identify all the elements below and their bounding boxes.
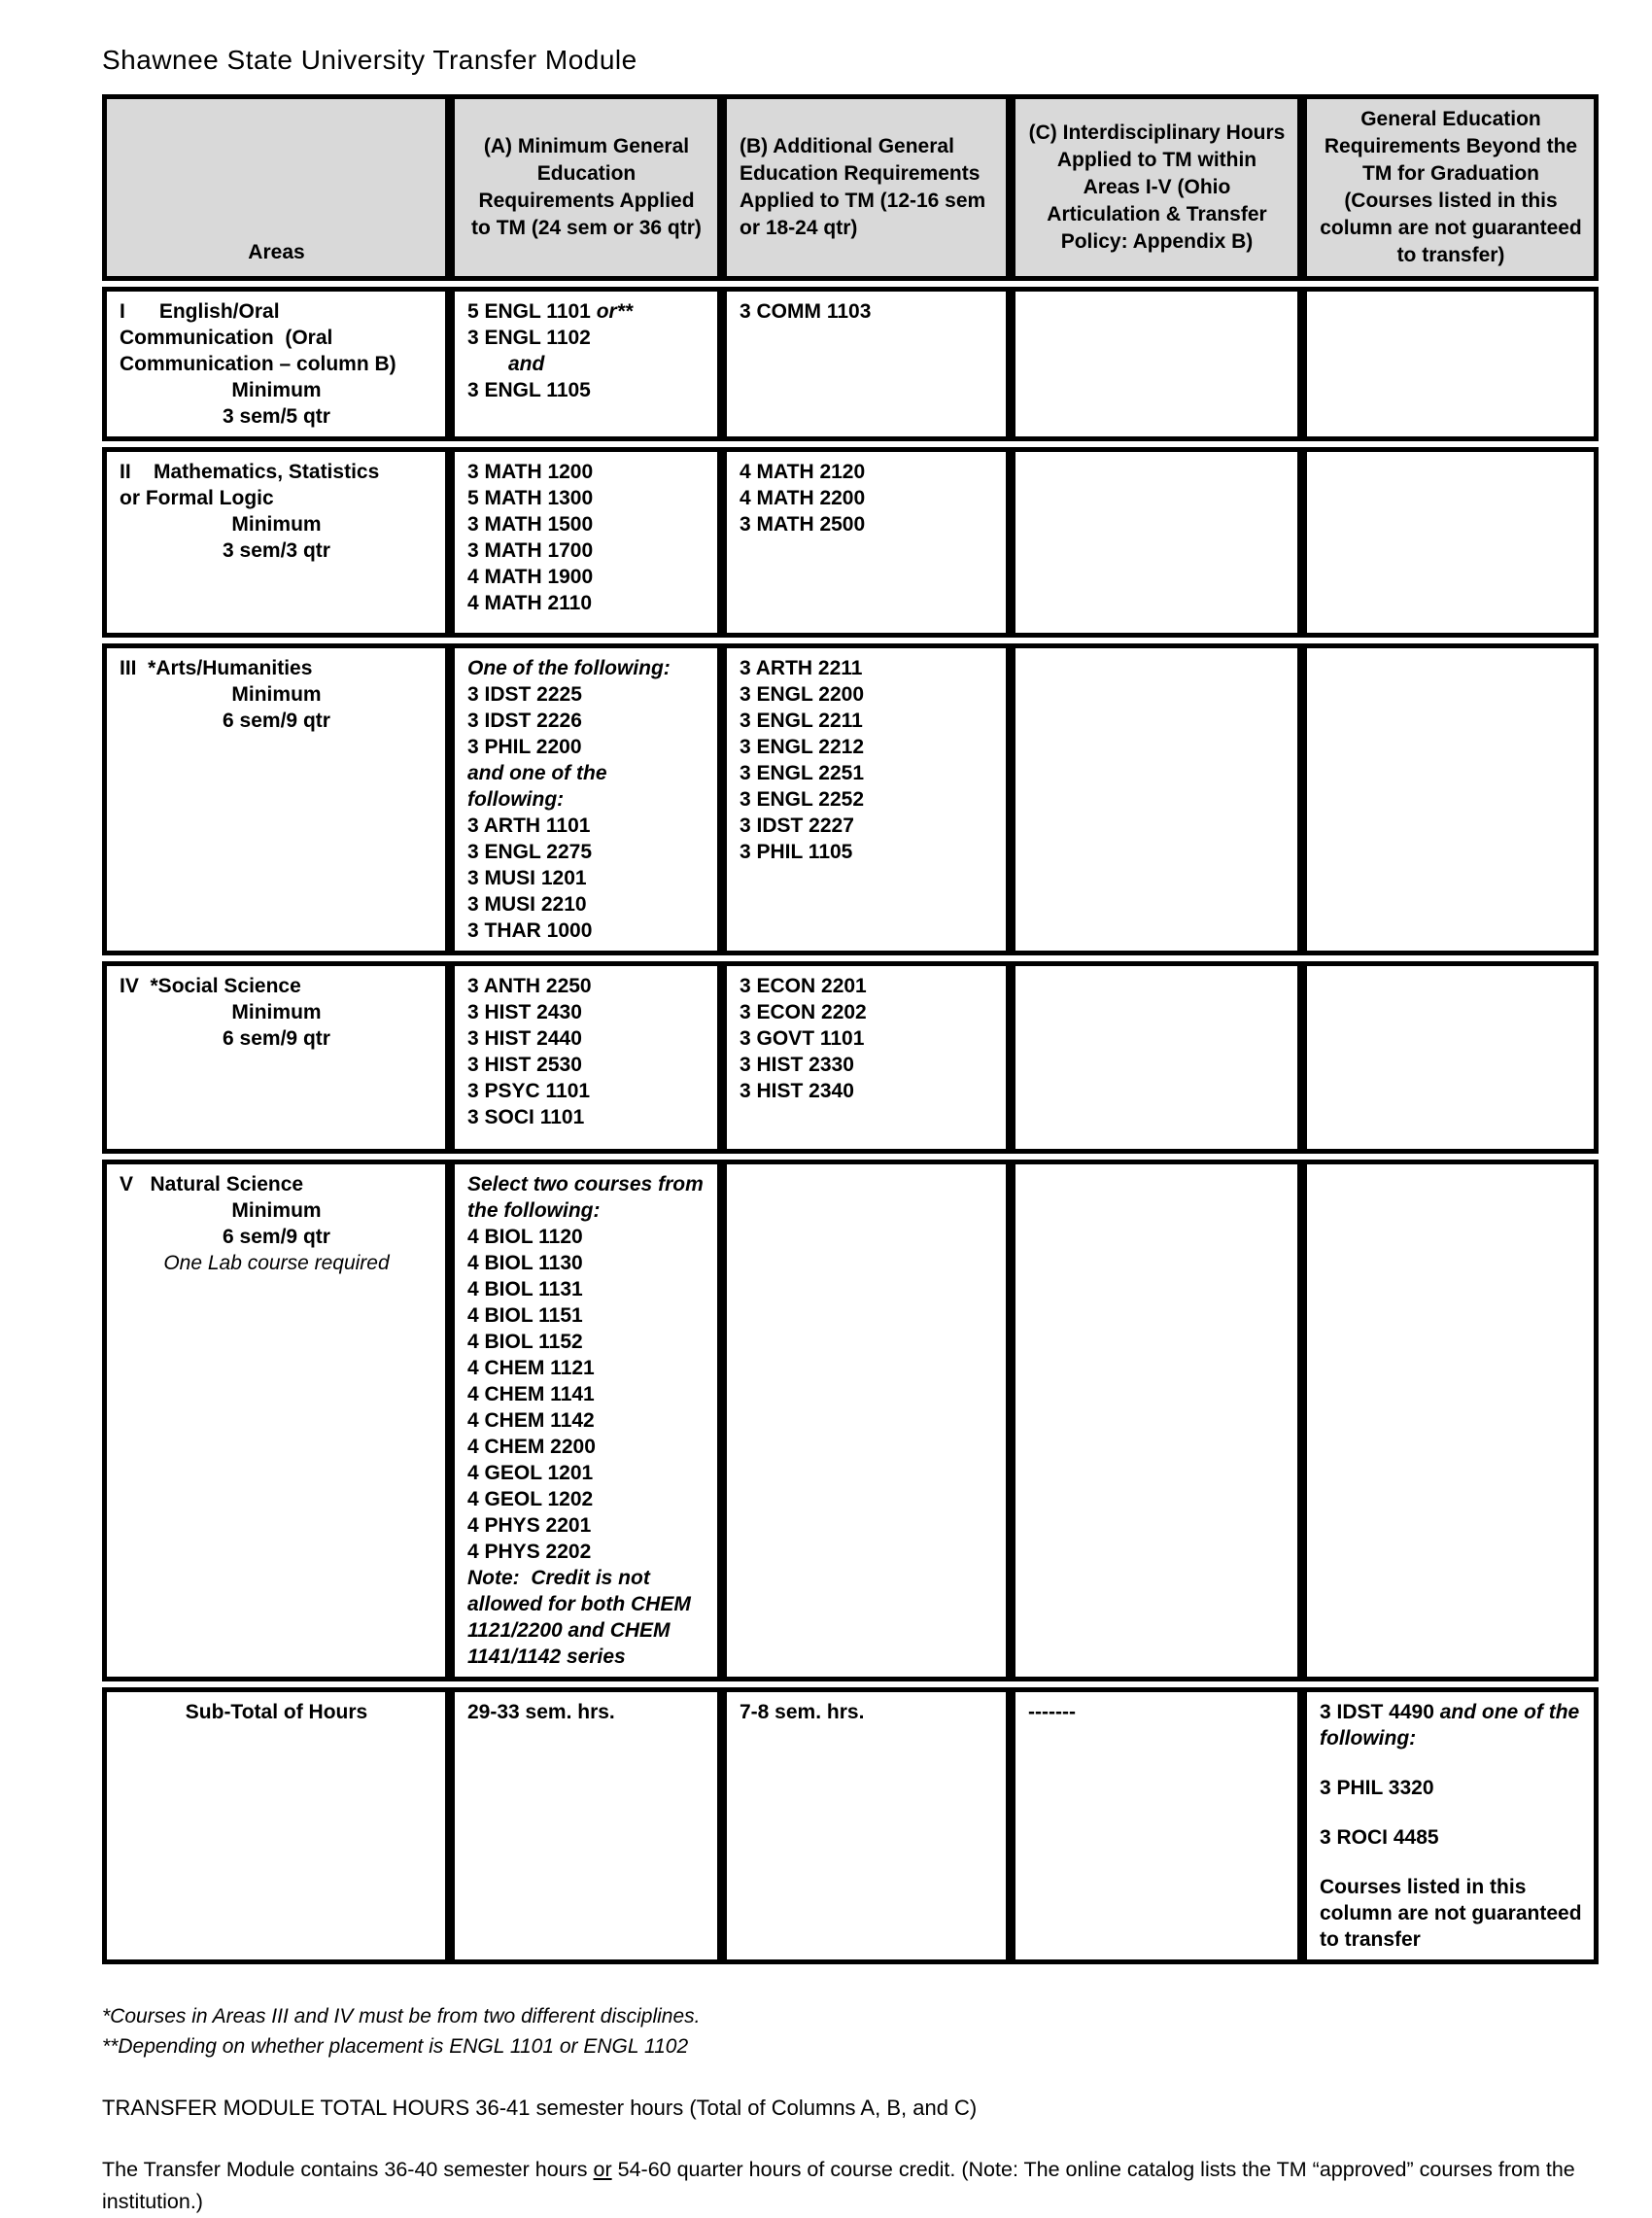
cell-line: [120, 681, 433, 708]
cell-line: [740, 298, 994, 325]
area-iii-col-b-cell: [722, 643, 1011, 955]
text-span: Courses listed in this column are not guaranteed to transfer: [1320, 1876, 1582, 1951]
text-span: 3 sem/3 qtr: [223, 539, 330, 562]
cell-line: [740, 973, 994, 999]
text-span: Minimum: [231, 1199, 322, 1222]
cell-line: [467, 973, 706, 999]
text-span: 3 ENGL 1102: [467, 327, 591, 349]
text-span: 3 ANTH 2250: [467, 975, 592, 997]
area-iv-col-c-cell: [1011, 961, 1302, 1154]
text-span: or Formal Logic: [120, 487, 274, 509]
text-span: 3 MATH 1200: [467, 461, 594, 483]
cell-line: [120, 1197, 433, 1224]
cell-line: [740, 459, 994, 485]
header-row: [102, 94, 1599, 281]
total-hours-line: [102, 2094, 1599, 2123]
cell-line: [467, 1407, 706, 1434]
cell-line: [740, 734, 994, 760]
text-span: Minimum: [231, 513, 322, 536]
cell-line: [467, 537, 706, 564]
cell-line: [467, 1355, 706, 1381]
cell-line: [467, 865, 706, 891]
cell-line: [467, 1104, 706, 1130]
text-span: 4 MATH 2200: [740, 487, 866, 509]
area-iv-beyond-tm-cell: [1302, 961, 1599, 1154]
cell-line: [467, 1565, 706, 1670]
cell-line: [467, 564, 706, 590]
cell-line: [467, 1276, 706, 1302]
area-iv-col-b-cell: [722, 961, 1011, 1154]
text-span: 4 GEOL 1201: [467, 1462, 594, 1484]
text-span: 4 GEOL 1202: [467, 1488, 594, 1510]
subtotal-area-cell: [102, 1687, 450, 1964]
cell-line: [467, 708, 706, 734]
table-row-subtotal: [102, 1687, 1599, 1964]
text-span: TRANSFER MODULE TOTAL HOURS 36-41 semester hours (Total of Columns A, B, and C): [102, 2096, 978, 2120]
area-v-col-a-cell: [450, 1160, 722, 1681]
text-span: 3 IDST 2226: [467, 710, 582, 732]
column-header-3: (C) Interdisciplinary Hours Applied to TM within Areas I-V (Ohio Articulation & Transfer Policy: Appendix B): [1011, 94, 1302, 281]
cell-line: [120, 298, 433, 325]
cell-line: [467, 1512, 706, 1539]
text-span: Minimum: [231, 1001, 322, 1023]
cell-line: [467, 999, 706, 1025]
column-header-2: (B) Additional General Education Requirements Applied to TM (12-16 sem or 18-24 qtr): [722, 94, 1011, 281]
column-header-4: General Education Requirements Beyond the TM for Graduation (Courses listed in this column are not guaranteed to transfer): [1302, 94, 1599, 281]
cell-line: [467, 918, 706, 944]
text-span: 3 sem/5 qtr: [223, 405, 330, 428]
cell-line: [467, 655, 706, 681]
cell-line: [467, 839, 706, 865]
total-hours-text: [102, 2094, 1599, 2123]
area-iv-area-cell: [102, 961, 450, 1154]
text-span: or: [593, 2158, 612, 2181]
footnote-line: [102, 2001, 1599, 2031]
text-span: 3 IDST 2227: [740, 814, 854, 837]
subtotal-col-b-cell: [722, 1687, 1011, 1964]
text-span: 3 MATH 2500: [740, 513, 866, 536]
text-span: 54-60 quarter hours of course credit.: [611, 2158, 956, 2181]
text-span: III *Arts/Humanities: [120, 657, 313, 679]
text-span: 6 sem/9 qtr: [223, 1226, 330, 1248]
cell-line: [740, 1025, 994, 1052]
cell-line: [467, 1460, 706, 1486]
text-span: 4 PHYS 2201: [467, 1514, 592, 1537]
text-span: 3 PHIL 1105: [740, 841, 853, 863]
text-span: IV *Social Science: [120, 975, 301, 997]
cell-line: [740, 1078, 994, 1104]
text-span: 4 CHEM 1141: [467, 1383, 595, 1405]
text-span: Communication (Oral: [120, 327, 333, 349]
text-span: II Mathematics, Statistics: [120, 461, 380, 483]
cell-line: [467, 1539, 706, 1565]
table-row-area-v: [102, 1160, 1599, 1681]
text-span: 3 ENGL 2200: [740, 683, 865, 706]
page-title: Shawnee State University Transfer Module: [102, 45, 637, 75]
text-span: 3 PSYC 1101: [467, 1080, 591, 1102]
text-span: 6 sem/9 qtr: [223, 710, 330, 732]
column-header-1: (A) Minimum General Education Requirements Applied to TM (24 sem or 36 qtr): [450, 94, 722, 281]
area-i-col-b-cell: [722, 287, 1011, 441]
text-span: -------: [1028, 1701, 1076, 1723]
text-span: 4 BIOL 1130: [467, 1252, 583, 1274]
cell-line: [1320, 1874, 1582, 1953]
table-row-area-iii: [102, 643, 1599, 955]
cell-line: [740, 511, 994, 537]
cell-line: [467, 760, 706, 813]
text-span: 4 CHEM 1142: [467, 1409, 595, 1432]
text-span: Select two courses from the following:: [467, 1173, 704, 1222]
area-i-col-c-cell: [1011, 287, 1302, 441]
text-span: The Transfer Module contains 36-40 semester hours: [102, 2158, 594, 2181]
cell-line: [740, 786, 994, 813]
area-i-area-cell: [102, 287, 450, 441]
cell-line: [467, 891, 706, 918]
text-span: (Note: The online catalog lists the TM “approved” courses from the institution.): [102, 2158, 1575, 2213]
cell-line: [467, 511, 706, 537]
cell-line: [467, 813, 706, 839]
cell-line: [740, 681, 994, 708]
cell-line: [120, 377, 433, 403]
cell-line: [740, 760, 994, 786]
cell-line: [467, 298, 706, 325]
cell-line: [467, 681, 706, 708]
cell-line: [1028, 1699, 1286, 1725]
text-span: 4 BIOL 1152: [467, 1331, 583, 1353]
text-span: 3 ROCI 4485: [1320, 1826, 1439, 1849]
text-span: and one of the following:: [467, 762, 607, 811]
text-span: 3 ARTH 1101: [467, 814, 591, 837]
cell-line: [1320, 1824, 1582, 1851]
cell-line: [467, 1434, 706, 1460]
subtotal-beyond-tm-cell: [1302, 1687, 1599, 1964]
cell-line: [467, 1025, 706, 1052]
text-span: 3 ARTH 2211: [740, 657, 863, 679]
cell-line: [120, 325, 433, 351]
text-span: 4 CHEM 2200: [467, 1436, 596, 1458]
text-span: I English/Oral: [120, 300, 280, 323]
text-span: 3 PHIL 2200: [467, 736, 582, 758]
text-span: 3 ECON 2201: [740, 975, 867, 997]
cell-line: [467, 1171, 706, 1224]
column-header-0: Areas: [102, 94, 450, 281]
text-span: 3 ENGL 1105: [467, 379, 591, 401]
text-span: 5 MATH 1300: [467, 487, 594, 509]
area-iii-area-cell: [102, 643, 450, 955]
text-span: V Natural Science: [120, 1173, 304, 1196]
text-span: 4 BIOL 1151: [467, 1304, 583, 1327]
cell-line: [467, 377, 706, 403]
text-span: 3 ECON 2202: [740, 1001, 867, 1023]
text-span: 4 CHEM 1121: [467, 1357, 595, 1379]
cell-line: [740, 839, 994, 865]
cell-line: [740, 708, 994, 734]
table-body: [102, 287, 1599, 1964]
cell-line: [467, 1078, 706, 1104]
cell-line: [120, 708, 433, 734]
area-ii-col-c-cell: [1011, 447, 1302, 638]
text-span: Minimum: [231, 683, 322, 706]
area-iii-col-a-cell: [450, 643, 722, 955]
text-span: 4 BIOL 1131: [467, 1278, 583, 1300]
text-span: 3 ENGL 2211: [740, 710, 863, 732]
cell-line: [467, 1250, 706, 1276]
cell-line: [120, 485, 433, 511]
text-span: 3 ENGL 2251: [740, 762, 865, 784]
cell-line: [120, 655, 433, 681]
transfer-module-table: [102, 88, 1599, 1970]
text-span: One Lab course required: [163, 1252, 390, 1274]
text-span: 3 IDST 4490: [1320, 1701, 1440, 1723]
table-row-area-iv: [102, 961, 1599, 1154]
text-span: 3 HIST 2340: [740, 1080, 854, 1102]
cell-line: [467, 351, 706, 377]
text-span: 3 MUSI 2210: [467, 893, 587, 916]
text-span: Communication – column B): [120, 353, 396, 375]
text-span: 3 MATH 1700: [467, 539, 594, 562]
cell-line: [120, 1025, 433, 1052]
area-v-beyond-tm-cell: [1302, 1160, 1599, 1681]
cell-line: [1320, 1699, 1582, 1751]
text-span: 3 ENGL 2212: [740, 736, 865, 758]
text-span: 29-33 sem. hrs.: [467, 1701, 615, 1723]
cell-line: [740, 1052, 994, 1078]
text-span: 3 HIST 2430: [467, 1001, 582, 1023]
text-span: 3 MUSI 1201: [467, 867, 587, 889]
cell-line: [740, 655, 994, 681]
area-ii-col-b-cell: [722, 447, 1011, 638]
text-span: and one of the following:: [1320, 1701, 1580, 1750]
text-span: Note: Credit is not allowed for both CHEM 1121/2200 and CHEM 1141/1142 series: [467, 1567, 691, 1668]
cell-line: [467, 1052, 706, 1078]
cell-line: [120, 459, 433, 485]
text-span: 4 MATH 2110: [467, 592, 592, 614]
text-span: 5 ENGL 1101: [467, 300, 597, 323]
cell-line: [467, 590, 706, 616]
footnotes: [102, 2001, 1599, 2062]
cell-line: [467, 1224, 706, 1250]
cell-line: [120, 1171, 433, 1197]
subtotal-col-c-cell: [1011, 1687, 1302, 1964]
area-iii-beyond-tm-cell: [1302, 643, 1599, 955]
contains-note-text: [102, 2154, 1603, 2218]
contains-note: [102, 2154, 1603, 2218]
cell-line: [740, 1699, 994, 1725]
cell-line: [467, 734, 706, 760]
area-v-col-c-cell: [1011, 1160, 1302, 1681]
area-i-beyond-tm-cell: [1302, 287, 1599, 441]
text-span: 3 GOVT 1101: [740, 1027, 865, 1050]
text-span: or**: [596, 300, 634, 323]
area-ii-col-a-cell: [450, 447, 722, 638]
area-ii-area-cell: [102, 447, 450, 638]
cell-line: [120, 1699, 433, 1725]
cell-line: [120, 351, 433, 377]
text-span: 3 ENGL 2275: [467, 841, 593, 863]
text-span: 3 IDST 2225: [467, 683, 582, 706]
text-span: 3 SOCI 1101: [467, 1106, 585, 1128]
table-row-area-ii: [102, 447, 1599, 638]
cell-line: [120, 973, 433, 999]
text-span: 3 HIST 2440: [467, 1027, 582, 1050]
text-span: 3 COMM 1103: [740, 300, 872, 323]
cell-line: [120, 999, 433, 1025]
text-span: 3 PHIL 3320: [1320, 1777, 1434, 1799]
cell-line: [467, 1302, 706, 1329]
subtotal-col-a-cell: [450, 1687, 722, 1964]
text-span: and: [508, 353, 545, 375]
area-v-col-b-cell: [722, 1160, 1011, 1681]
text-span: 3 THAR 1000: [467, 919, 593, 942]
cell-line: [467, 1699, 706, 1725]
area-iv-col-a-cell: [450, 961, 722, 1154]
text-span: 7-8 sem. hrs.: [740, 1701, 865, 1723]
area-v-area-cell: [102, 1160, 450, 1681]
text-span: 6 sem/9 qtr: [223, 1027, 330, 1050]
text-span: **Depending on whether placement is ENGL 1101 or ENGL 1102: [102, 2035, 689, 2058]
cell-line: [740, 485, 994, 511]
cell-line: [740, 999, 994, 1025]
text-span: Sub-Total of Hours: [185, 1701, 368, 1723]
table-row-area-i: [102, 287, 1599, 441]
cell-line: [467, 459, 706, 485]
cell-line: [467, 325, 706, 351]
text-span: 4 MATH 1900: [467, 566, 594, 588]
cell-line: [120, 537, 433, 564]
text-span: 4 BIOL 1120: [467, 1226, 583, 1248]
cell-line: [740, 813, 994, 839]
cell-line: [467, 485, 706, 511]
cell-line: [1320, 1775, 1582, 1801]
area-ii-beyond-tm-cell: [1302, 447, 1599, 638]
text-span: 3 ENGL 2252: [740, 788, 865, 811]
cell-line: [120, 1224, 433, 1250]
cell-line: [120, 403, 433, 430]
text-span: *Courses in Areas III and IV must be from two different disciplines.: [102, 2005, 701, 2027]
text-span: Minimum: [231, 379, 322, 401]
cell-line: [467, 1381, 706, 1407]
cell-line: [467, 1329, 706, 1355]
area-iii-col-c-cell: [1011, 643, 1302, 955]
text-span: 3 MATH 1500: [467, 513, 594, 536]
text-span: One of the following:: [467, 657, 671, 679]
text-span: 3 HIST 2330: [740, 1054, 854, 1076]
cell-line: [120, 511, 433, 537]
text-span: 4 MATH 2120: [740, 461, 866, 483]
area-i-col-a-cell: [450, 287, 722, 441]
text-span: 4 PHYS 2202: [467, 1541, 592, 1563]
cell-line: [467, 1486, 706, 1512]
text-span: 3 HIST 2530: [467, 1054, 582, 1076]
footnote-line: [102, 2031, 1599, 2062]
cell-line: [120, 1250, 433, 1276]
